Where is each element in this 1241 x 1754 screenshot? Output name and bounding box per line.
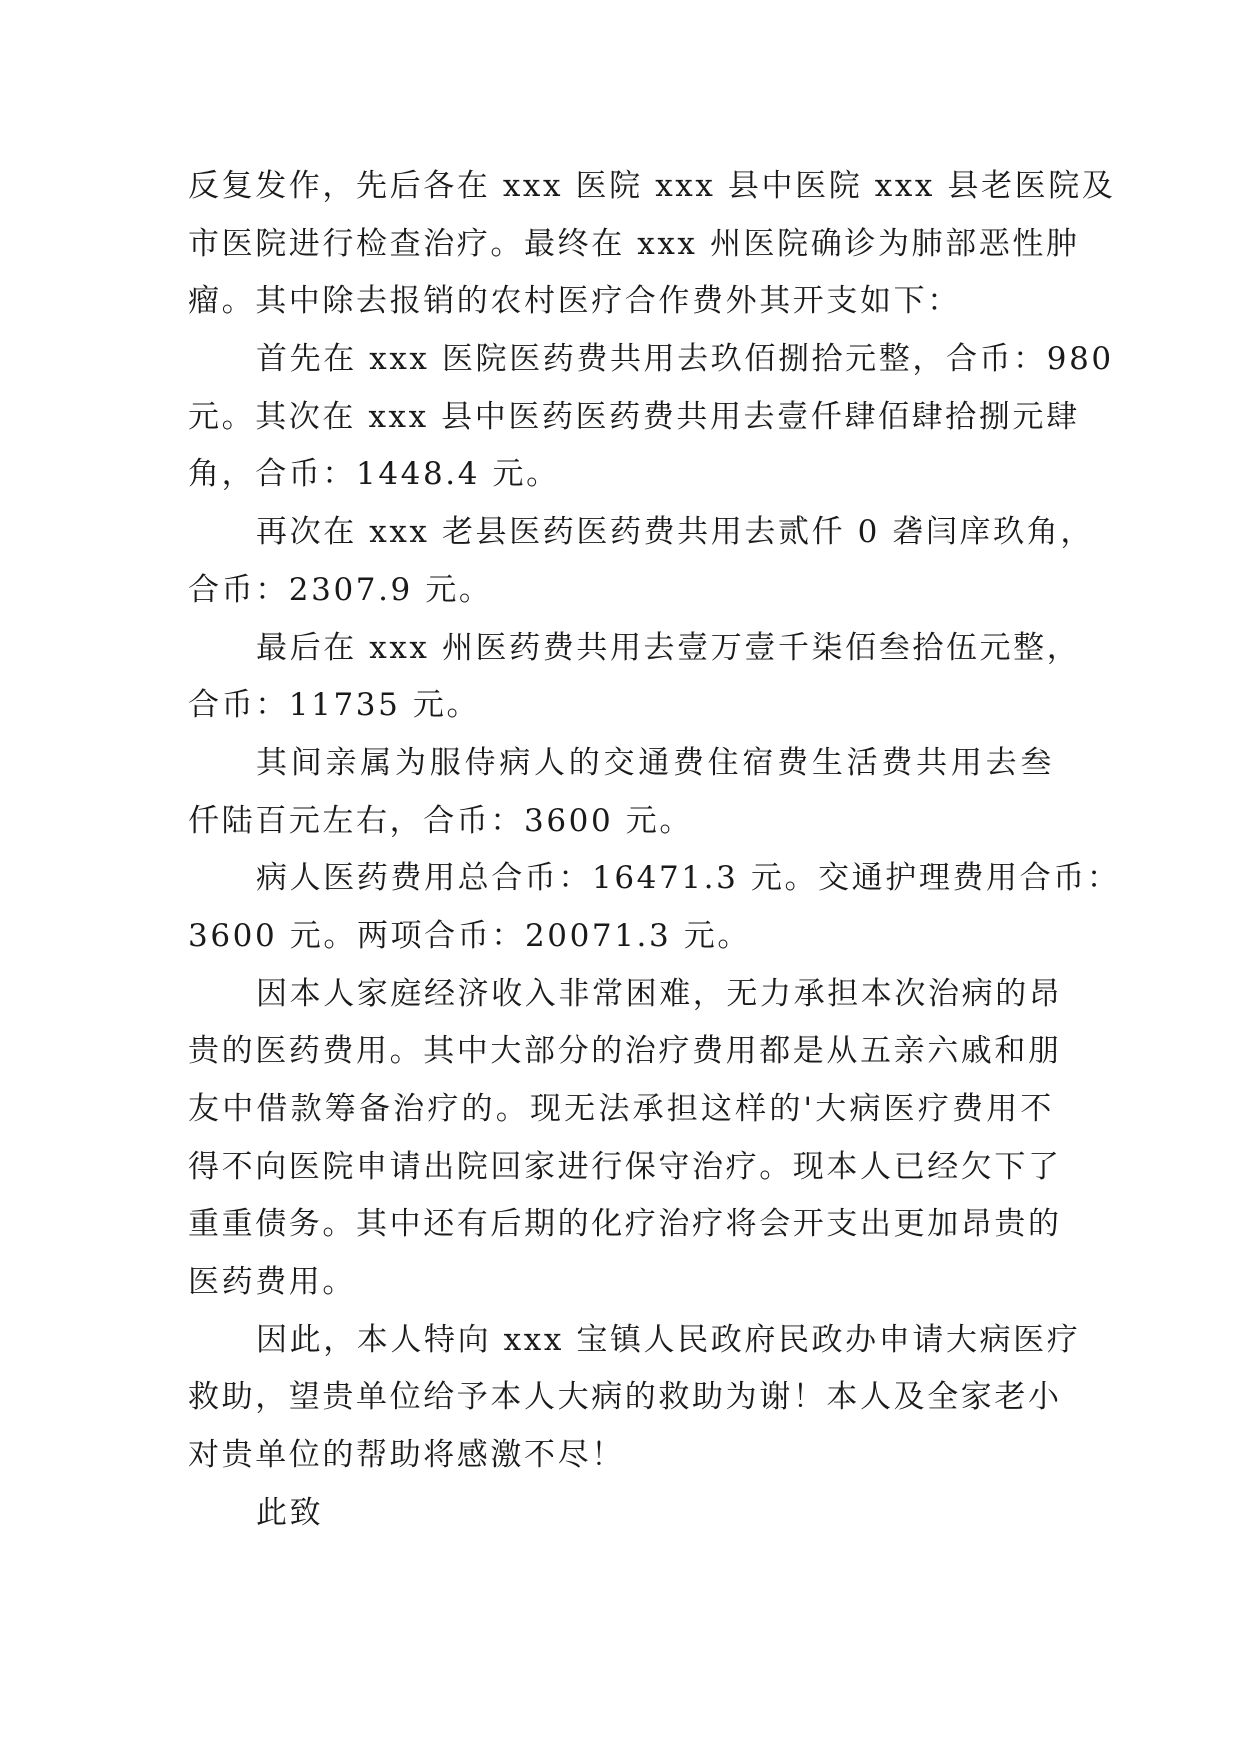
document-body xyxy=(188,158,1121,1543)
text-line: 救助，望贵单位给予本人大病的救助为谢！本人及全家老小 xyxy=(188,1379,1062,1416)
text-line: 元。其次在 xxx 县中医药医药费共用去壹仟肆佰肆拾捌元肆 xyxy=(188,398,1080,435)
text-line: 最后在 xxx 州医药费共用去壹万壹千柒佰叁拾伍元整， xyxy=(256,629,1081,666)
text-line: 友中借款筹备治疗的。现无法承担这样的'大病医疗费用不 xyxy=(188,1091,1054,1127)
text-line: 因本人家庭经济收入非常困难，无力承担本次治病的昂 xyxy=(256,975,1063,1012)
text-line: 因此，本人特向 xxx 宝镇人民政府民政办申请大病医疗 xyxy=(256,1321,1081,1358)
text-line: 合币：11735 元。 xyxy=(188,687,481,724)
text-line: 瘤。其中除去报销的农村医疗合作费外其开支如下： xyxy=(188,283,961,320)
text-line: 市医院进行检查治疗。最终在 xxx 州医院确诊为肺部恶性肿 xyxy=(188,225,1080,262)
text-line: 病人医药费用总合币：16471.3 元。交通护理费用合币： xyxy=(256,860,1121,897)
text-line: 仟陆百元左右，合币：3600 元。 xyxy=(188,802,693,839)
text-line: 合币：2307.9 元。 xyxy=(188,571,493,608)
text-line: 首先在 xxx 医院医药费共用去玖佰捌拾元整，合币：980 xyxy=(256,341,1114,378)
text-line: 反复发作，先后各在 xxx 医院 xxx 县中医院 xxx 县老医院及 xyxy=(188,168,1116,204)
document-page xyxy=(188,158,1121,1718)
text-line: 贵的医药费用。其中大部分的治疗费用都是从五亲六戚和朋 xyxy=(188,1033,1062,1070)
text-line: 3600 元。两项合币：20071.3 元。 xyxy=(188,917,751,954)
text-line: 此致 xyxy=(256,1494,324,1531)
text-line: 角，合币：1448.4 元。 xyxy=(188,456,560,493)
text-line: 对贵单位的帮助将感激不尽！ xyxy=(188,1437,625,1474)
text-line: 其间亲属为服侍病人的交通费住宿费生活费共用去叁 xyxy=(256,744,1054,781)
text-line: 重重债务。其中还有后期的化疗治疗将会开支出更加昂贵的 xyxy=(188,1206,1062,1243)
text-line: 再次在 xxx 老县医药医药费共用去贰仟 0 砻闫庠玖角， xyxy=(256,514,1094,551)
text-line: 得不向医院申请出院回家进行保守治疗。现本人已经欠下了 xyxy=(188,1148,1062,1185)
text-line: 医药费用。 xyxy=(188,1264,356,1301)
